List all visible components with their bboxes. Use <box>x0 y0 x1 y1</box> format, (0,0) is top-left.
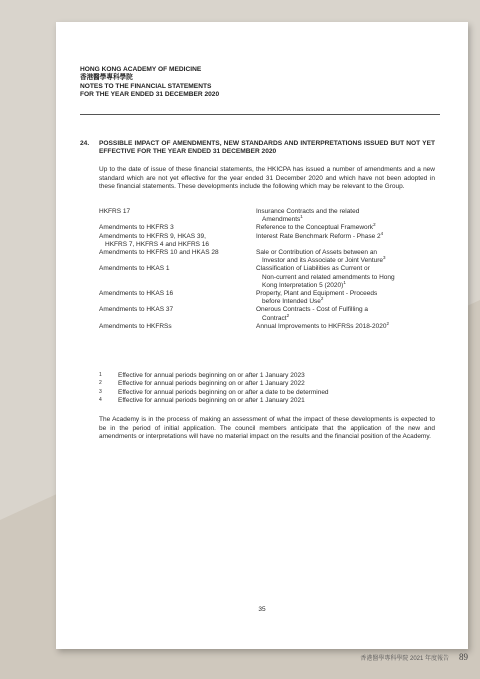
footnote-text: Effective for annual periods beginning on or after 1 January 2022 <box>118 380 305 388</box>
standard-name <box>99 233 256 249</box>
standard-name-line: HKFRS 17 <box>99 208 131 215</box>
description-line <box>256 230 434 241</box>
footnote-ref: 2 <box>386 320 389 326</box>
standard-name-line: Amendments to HKFRS 3 <box>99 224 174 232</box>
standard-description <box>256 224 434 232</box>
standard-name <box>99 323 256 331</box>
description-text: Insurance Contracts and the related <box>256 208 360 215</box>
footnote-mark: 2 <box>99 380 102 387</box>
description-text: Amendments <box>262 216 301 224</box>
description-text: before Intended Use <box>262 298 321 306</box>
section-number: 24. <box>80 140 90 147</box>
standard-name <box>99 224 256 232</box>
footnote-text: Effective for annual periods beginning on or after 1 January 2023 <box>118 372 305 379</box>
standard-name-line: Amendments to HKAS 16 <box>99 290 174 298</box>
footnote-mark: 1 <box>99 372 102 378</box>
standard-row <box>99 249 439 265</box>
standard-row <box>99 224 439 232</box>
footnote-text: Effective for annual periods beginning on or after 1 January 2021 <box>118 397 305 405</box>
footnote <box>99 397 439 405</box>
standard-name-line: HKFRS 7, HKFRS 4 and HKFRS 16 <box>105 240 210 248</box>
closing-paragraph: The Academy is in the process of making an assessment of what the impact of these developments is expected to be in the period of initial application. The council members anticipate that the application of the new and amendments or interpretations will have no material impact on the results and the financial position of the Academy. <box>99 416 435 440</box>
description-text: Investor and its Associate or Joint Venture <box>262 257 384 265</box>
footnote-ref: 2 <box>320 296 324 302</box>
description-line <box>256 257 434 265</box>
description-text: Onerous Contracts - Cost of Fulfilling a <box>256 306 368 314</box>
description-line <box>256 208 434 216</box>
footer-text: 香港醫學專科學院 2021 年度報告 <box>360 656 449 662</box>
footnote-ref: 3 <box>383 255 386 261</box>
description-line <box>256 290 434 298</box>
description-line <box>256 279 434 290</box>
standard-row <box>99 230 439 249</box>
standard-description <box>256 249 434 265</box>
description-text: Interest Rate Benchmark Reform - Phase 2 <box>256 232 381 240</box>
description-text: Annual Improvements to HKFRSs 2018-2020 <box>256 322 387 330</box>
footnote-text: Effective for annual periods beginning on or after a date to be determined <box>118 388 329 396</box>
standard-description <box>256 290 434 306</box>
page-header <box>80 66 219 100</box>
footnote <box>99 372 439 380</box>
standard-name <box>99 208 256 224</box>
description-line <box>256 249 434 257</box>
standard-name <box>99 306 256 322</box>
standard-name-line: Amendments to HKFRS 10 and HKAS 28 <box>99 249 219 257</box>
section-title: POSSIBLE IMPACT OF AMENDMENTS, NEW STANDARDS AND INTERPRETATIONS ISSUED BUT NOT YET EFFECTIVE FOR THE YEAR ENDED 31 DECEMBER 2020 <box>99 140 435 156</box>
standard-name <box>99 265 256 290</box>
standard-row <box>99 208 439 224</box>
footnote-ref: 2 <box>286 312 290 318</box>
standard-name <box>99 249 256 265</box>
doc-title: NOTES TO THE FINANCIAL STATEMENTS <box>80 82 212 90</box>
footnote-mark: 4 <box>99 397 102 404</box>
footnote-ref: 1 <box>300 214 303 220</box>
standards-table <box>99 208 439 331</box>
description-text: Kong Interpretation 5 (2020) <box>262 281 344 289</box>
standard-description <box>256 306 434 322</box>
standard-description <box>256 265 434 290</box>
footnote-ref: 2 <box>373 222 376 228</box>
description-line <box>256 312 434 323</box>
footnote <box>99 380 439 388</box>
page-number: 35 <box>258 606 266 613</box>
description-line <box>256 265 434 273</box>
description-text: Sale or Contribution of Assets between an <box>256 249 378 257</box>
standard-name-line: Amendments to HKAS 1 <box>99 265 170 273</box>
description-line <box>256 224 434 232</box>
standard-description <box>256 230 434 249</box>
description-text: Reference to the Conceptual Framework <box>256 224 374 232</box>
footnotes <box>99 372 439 406</box>
standard-row <box>99 290 439 306</box>
standard-description <box>256 320 434 331</box>
description-text: Contract <box>262 314 287 322</box>
org-name-chinese: 香港醫學專科學院 <box>80 74 133 82</box>
footnote-ref: 1 <box>343 279 346 285</box>
header-divider <box>80 114 440 115</box>
footnote <box>99 389 439 397</box>
footnote-mark: 3 <box>99 388 102 395</box>
footnote-ref: 4 <box>380 230 384 236</box>
intro-paragraph: Up to the date of issue of these financial statements, the HKICPA has issued a number of amendments and a new standard which are not yet effective for the year ended 31 December 2020 and which have not been adopted in these financial statements. These developments include the following which may be relevant to the Group. <box>99 166 435 190</box>
description-line <box>256 306 434 314</box>
standard-row <box>99 265 439 290</box>
footer-page-number: 89 <box>459 652 468 662</box>
org-name: HONG KONG ACADEMY OF MEDICINE <box>80 66 202 73</box>
standard-description <box>256 208 434 224</box>
standard-row <box>99 320 439 331</box>
doc-period: FOR THE YEAR ENDED 31 DECEMBER 2020 <box>80 91 220 99</box>
standard-name-line: Amendments to HKAS 37 <box>99 306 174 314</box>
description-line <box>256 298 434 306</box>
description-text: Property, Plant and Equipment - Proceeds <box>256 290 378 298</box>
document-page <box>56 22 468 649</box>
standard-name <box>99 290 256 306</box>
description-line <box>256 320 434 331</box>
standard-name-line: Amendments to HKFRS 9, HKAS 39, <box>99 232 206 240</box>
page-footer <box>360 652 468 662</box>
description-text: Non-current and related amendments to Hong <box>262 273 395 281</box>
description-text: Classification of Liabilities as Current or <box>256 265 370 273</box>
standard-name-line: Amendments to HKFRSs <box>99 322 172 330</box>
